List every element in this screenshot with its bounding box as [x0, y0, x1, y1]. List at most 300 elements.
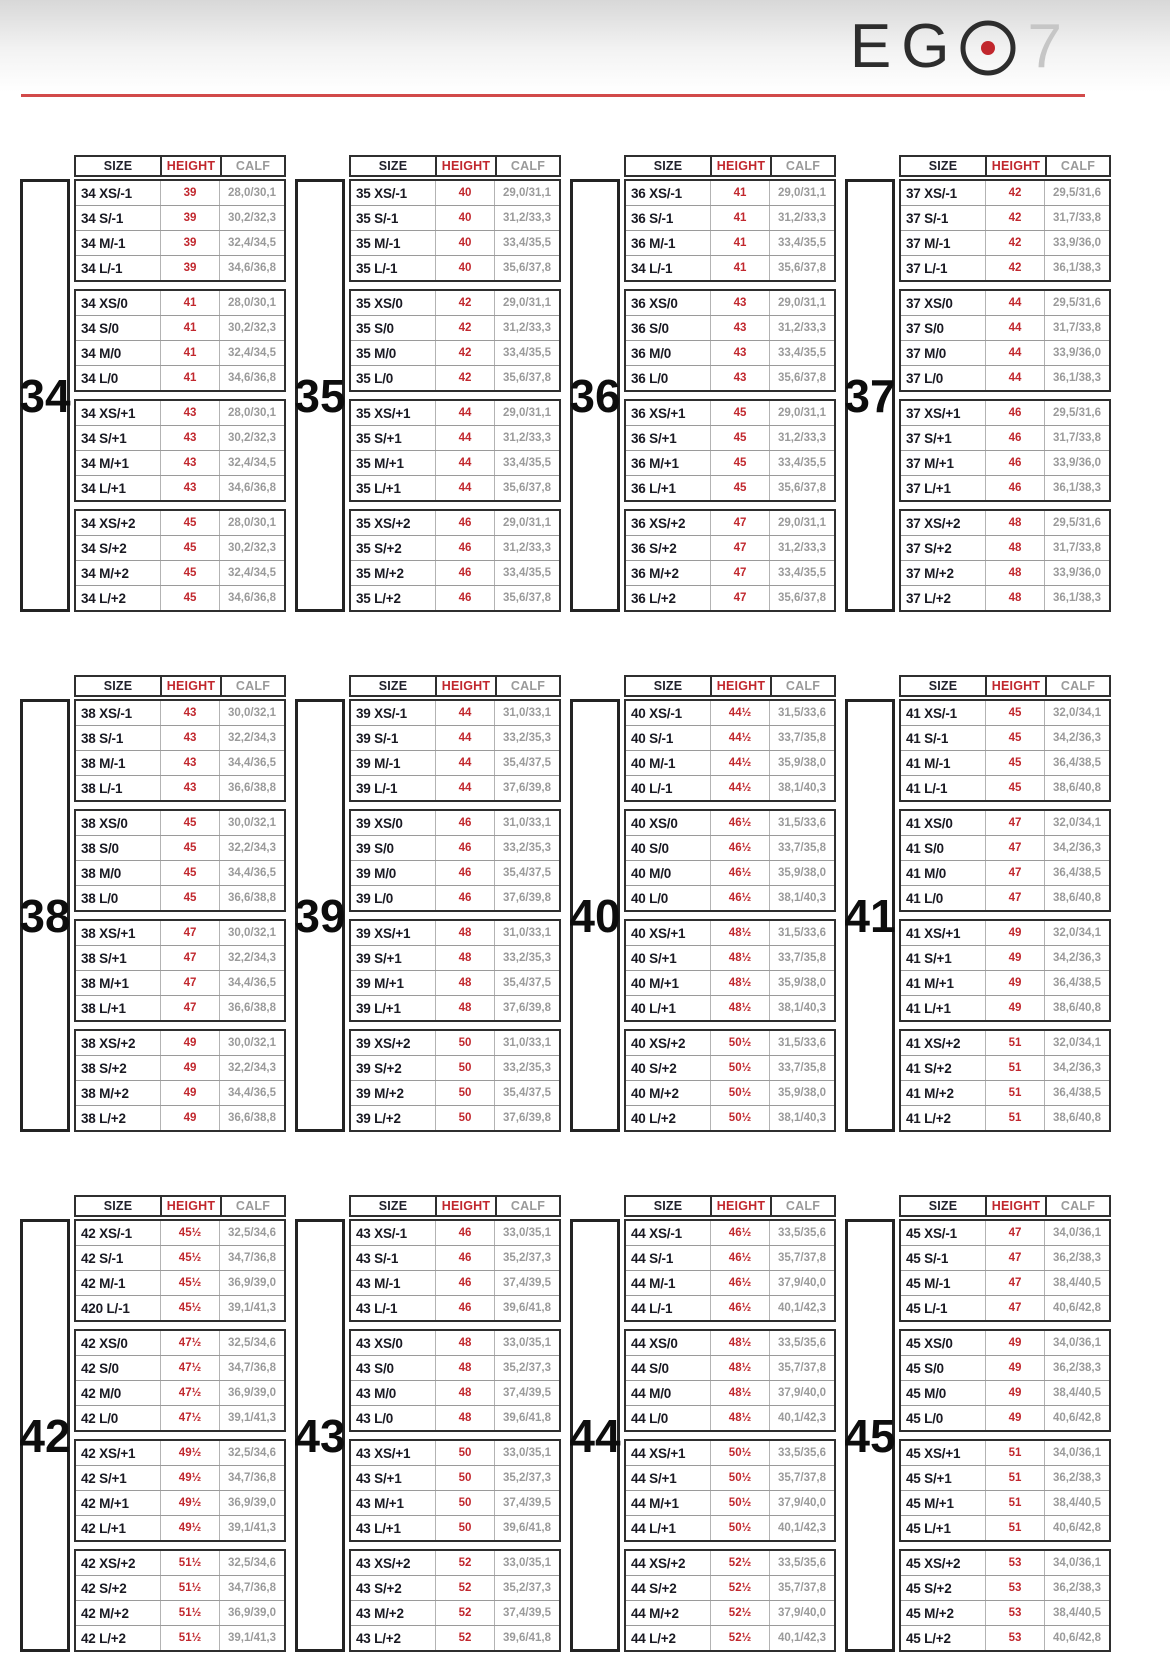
- cell-calf: 33,4/35,5: [494, 231, 559, 255]
- cell-size: 39 L/+1: [356, 1000, 401, 1016]
- cell-calf: 35,4/37,5: [494, 861, 559, 885]
- column-header-calf: CALF: [1045, 677, 1109, 695]
- table-row: [901, 205, 1109, 230]
- cell-size: 37 S/-1: [906, 210, 949, 226]
- table-row: [351, 1551, 559, 1575]
- cell-calf: 36,1/38,3: [1044, 256, 1109, 280]
- cell-height: 46: [435, 511, 494, 535]
- cell-size: 36 M/+1: [631, 455, 679, 471]
- cell-size: 44 L/0: [631, 1410, 669, 1426]
- cell-size: 35 XS/+1: [356, 405, 411, 421]
- size-group-label: 40: [570, 699, 620, 1132]
- size-group-label: 41: [845, 699, 895, 1132]
- cell-height: 49½: [160, 1491, 219, 1515]
- column-header-height: HEIGHT: [710, 677, 770, 695]
- table-row: [901, 811, 1109, 835]
- cell-size: 44 S/+1: [631, 1470, 677, 1486]
- cell-height: 46: [435, 1296, 494, 1320]
- table-row: [76, 425, 284, 450]
- cell-height: 41: [160, 341, 219, 365]
- cell-height: 48½: [710, 1356, 769, 1380]
- cell-calf: 33,2/35,3: [494, 836, 559, 860]
- cell-calf: 31,5/33,6: [769, 1031, 834, 1055]
- cell-height: 48: [985, 536, 1044, 560]
- cell-calf: 37,6/39,8: [494, 996, 559, 1020]
- cell-height: 45: [710, 476, 769, 500]
- cell-height: 49: [985, 921, 1044, 945]
- logo-text-seven: 7: [1027, 12, 1062, 81]
- table-row: [351, 1600, 559, 1625]
- table-header: [349, 675, 561, 697]
- table-row: [76, 511, 284, 535]
- cell-size: 43 L/+2: [356, 1630, 401, 1646]
- size-mod-group: [349, 1219, 561, 1322]
- cell-size: 37 S/+1: [906, 430, 952, 446]
- cell-height: 46: [435, 1221, 494, 1245]
- cell-calf: 36,1/38,3: [1044, 586, 1109, 610]
- table-row: [351, 725, 559, 750]
- cell-height: 46½: [710, 886, 769, 910]
- table-row: [901, 1625, 1109, 1650]
- cell-calf: 34,2/36,3: [1044, 946, 1109, 970]
- cell-calf: 29,0/31,1: [494, 401, 559, 425]
- cell-height: 44: [435, 476, 494, 500]
- column-header-calf: CALF: [220, 157, 284, 175]
- cell-height: 43: [160, 451, 219, 475]
- table-row: [351, 205, 559, 230]
- cell-height: 51½: [160, 1551, 219, 1575]
- table-row: [351, 1295, 559, 1320]
- cell-height: 50: [435, 1516, 494, 1540]
- cell-size: 44 M/0: [631, 1385, 672, 1401]
- cell-calf: 35,6/37,8: [494, 586, 559, 610]
- cell-height: 45: [160, 561, 219, 585]
- cell-calf: 28,0/30,1: [219, 181, 284, 205]
- size-mod-group: [899, 919, 1111, 1022]
- cell-calf: 36,1/38,3: [1044, 366, 1109, 390]
- cell-calf: 29,5/31,6: [1044, 291, 1109, 315]
- size-mod-group: [74, 509, 286, 612]
- cell-calf: 35,6/37,8: [494, 256, 559, 280]
- cell-calf: 34,0/36,1: [1044, 1221, 1109, 1245]
- cell-height: 41: [710, 181, 769, 205]
- table-row: [901, 1551, 1109, 1575]
- table-row: [76, 811, 284, 835]
- column-header-calf: CALF: [495, 677, 559, 695]
- table-groups: [74, 699, 286, 1132]
- size-table-block: [20, 1195, 286, 1652]
- cell-size: 41 XS/-1: [906, 705, 957, 721]
- table-row: [901, 475, 1109, 500]
- cell-height: 44: [985, 291, 1044, 315]
- cell-height: 51: [985, 1466, 1044, 1490]
- cell-size: 42 M/+2: [81, 1605, 129, 1621]
- table-row: [76, 750, 284, 775]
- size-table: [349, 155, 561, 612]
- size-mod-group: [74, 919, 286, 1022]
- cell-size: 38 S/-1: [81, 730, 124, 746]
- cell-calf: 35,2/37,3: [494, 1246, 559, 1270]
- cell-size: 36 XS/-1: [631, 185, 682, 201]
- table-row: [351, 701, 559, 725]
- cell-height: 49: [985, 1331, 1044, 1355]
- cell-size: 38 M/+2: [81, 1085, 129, 1101]
- cell-calf: 30,2/32,3: [219, 316, 284, 340]
- cell-height: 47: [985, 1246, 1044, 1270]
- column-header-calf: CALF: [1045, 1197, 1109, 1215]
- table-row: [351, 835, 559, 860]
- table-row: [626, 181, 834, 205]
- cell-height: 40: [435, 206, 494, 230]
- column-header-height: HEIGHT: [710, 1197, 770, 1215]
- cell-size: 37 XS/+2: [906, 515, 961, 531]
- cell-calf: 37,9/40,0: [769, 1271, 834, 1295]
- cell-calf: 33,2/35,3: [494, 1056, 559, 1080]
- cell-size: 38 L/+2: [81, 1110, 126, 1126]
- cell-calf: 35,6/37,8: [769, 366, 834, 390]
- cell-height: 49: [160, 1056, 219, 1080]
- cell-calf: 30,2/32,3: [219, 536, 284, 560]
- cell-size: 38 L/+1: [81, 1000, 126, 1016]
- size-table: [624, 155, 836, 612]
- cell-height: 49: [160, 1081, 219, 1105]
- cell-height: 48: [985, 586, 1044, 610]
- cell-height: 45: [160, 511, 219, 535]
- cell-height: 44: [435, 776, 494, 800]
- cell-height: 50: [435, 1441, 494, 1465]
- table-row: [626, 701, 834, 725]
- table-row: [626, 1600, 834, 1625]
- cell-size: 40 S/+1: [631, 950, 677, 966]
- cell-height: 41: [160, 366, 219, 390]
- cell-size: 35 S/+2: [356, 540, 402, 556]
- table-row: [76, 1295, 284, 1320]
- cell-calf: 32,2/34,3: [219, 1056, 284, 1080]
- cell-height: 43: [160, 701, 219, 725]
- table-row: [901, 701, 1109, 725]
- cell-size: 35 L/+2: [356, 590, 401, 606]
- table-row: [901, 1575, 1109, 1600]
- cell-size: 37 L/+1: [906, 480, 951, 496]
- cell-calf: 35,7/37,8: [769, 1356, 834, 1380]
- size-table: [624, 675, 836, 1132]
- cell-size: 43 XS/0: [356, 1335, 403, 1351]
- cell-calf: 34,2/36,3: [1044, 1056, 1109, 1080]
- cell-calf: 32,4/34,5: [219, 451, 284, 475]
- table-row: [901, 750, 1109, 775]
- cell-size: 42 L/+2: [81, 1630, 126, 1646]
- cell-size: 37 S/0: [906, 320, 944, 336]
- column-header-calf: CALF: [495, 157, 559, 175]
- cell-height: 45½: [160, 1271, 219, 1295]
- cell-height: 47: [985, 886, 1044, 910]
- table-row: [76, 1105, 284, 1130]
- cell-calf: 39,6/41,8: [494, 1406, 559, 1430]
- table-groups: [349, 1219, 561, 1652]
- cell-calf: 32,5/34,6: [219, 1331, 284, 1355]
- cell-size: 34 M/+1: [81, 455, 129, 471]
- cell-height: 40: [435, 181, 494, 205]
- table-row: [901, 860, 1109, 885]
- table-row: [626, 1465, 834, 1490]
- cell-height: 44: [985, 341, 1044, 365]
- table-row: [626, 1515, 834, 1540]
- size-mod-group: [624, 699, 836, 802]
- cell-calf: 36,2/38,3: [1044, 1576, 1109, 1600]
- cell-height: 41: [710, 206, 769, 230]
- table-row: [901, 560, 1109, 585]
- size-mod-group: [624, 1439, 836, 1542]
- cell-calf: 39,6/41,8: [494, 1516, 559, 1540]
- table-row: [901, 450, 1109, 475]
- cell-height: 51: [985, 1106, 1044, 1130]
- table-row: [626, 1575, 834, 1600]
- cell-size: 43 S/-1: [356, 1250, 399, 1266]
- cell-calf: 36,1/38,3: [1044, 476, 1109, 500]
- cell-size: 41 L/+2: [906, 1110, 951, 1126]
- cell-height: 46½: [710, 1271, 769, 1295]
- cell-height: 45: [160, 811, 219, 835]
- table-row: [351, 425, 559, 450]
- table-row: [626, 945, 834, 970]
- table-row: [901, 1245, 1109, 1270]
- cell-size: 34 XS/+1: [81, 405, 136, 421]
- cell-size: 43 S/+2: [356, 1580, 402, 1596]
- cell-size: 37 S/+2: [906, 540, 952, 556]
- cell-calf: 33,0/35,1: [494, 1331, 559, 1355]
- cell-calf: 31,0/33,1: [494, 1031, 559, 1055]
- table-row: [901, 1515, 1109, 1540]
- table-row: [76, 1575, 284, 1600]
- size-table-block: [295, 1195, 561, 1652]
- cell-size: 44 L/+2: [631, 1630, 676, 1646]
- table-row: [626, 921, 834, 945]
- table-row: [351, 535, 559, 560]
- cell-size: 37 L/-1: [906, 260, 948, 276]
- cell-size: 43 XS/+2: [356, 1555, 411, 1571]
- cell-size: 42 S/0: [81, 1360, 119, 1376]
- cell-size: 36 S/-1: [631, 210, 674, 226]
- table-row: [76, 230, 284, 255]
- cell-calf: 34,4/36,5: [219, 971, 284, 995]
- table-groups: [899, 179, 1111, 612]
- size-mod-group: [624, 919, 836, 1022]
- cell-calf: 33,4/35,5: [769, 561, 834, 585]
- table-row: [626, 750, 834, 775]
- cell-height: 52½: [710, 1551, 769, 1575]
- table-row: [76, 1380, 284, 1405]
- size-mod-group: [349, 699, 561, 802]
- cell-size: 420 L/-1: [81, 1300, 130, 1316]
- cell-size: 43 L/-1: [356, 1300, 398, 1316]
- size-group-label: 44: [570, 1219, 620, 1652]
- table-row: [901, 511, 1109, 535]
- size-mod-group: [349, 289, 561, 392]
- logo-o-circle-icon: [958, 16, 1018, 78]
- cell-height: 45: [160, 836, 219, 860]
- table-row: [626, 560, 834, 585]
- cell-calf: 31,2/33,3: [769, 536, 834, 560]
- cell-size: 34 M/-1: [81, 235, 126, 251]
- table-row: [626, 585, 834, 610]
- table-row: [351, 750, 559, 775]
- cell-size: 44 S/0: [631, 1360, 669, 1376]
- cell-size: 39 M/+2: [356, 1085, 404, 1101]
- size-mod-group: [899, 1549, 1111, 1652]
- cell-calf: 36,9/39,0: [219, 1271, 284, 1295]
- table-row: [626, 315, 834, 340]
- size-table-block: [20, 155, 286, 612]
- cell-size: 41 M/0: [906, 865, 947, 881]
- cell-size: 34 S/-1: [81, 210, 124, 226]
- table-row: [351, 291, 559, 315]
- size-table: [74, 675, 286, 1132]
- cell-calf: 35,9/38,0: [769, 1081, 834, 1105]
- size-mod-group: [899, 699, 1111, 802]
- cell-calf: 35,9/38,0: [769, 971, 834, 995]
- table-row: [626, 475, 834, 500]
- cell-calf: 33,7/35,8: [769, 726, 834, 750]
- cell-size: 36 XS/0: [631, 295, 678, 311]
- table-row: [76, 835, 284, 860]
- table-groups: [624, 1219, 836, 1652]
- table-row: [626, 1441, 834, 1465]
- cell-height: 50½: [710, 1516, 769, 1540]
- table-row: [76, 1625, 284, 1650]
- cell-size: 36 XS/+2: [631, 515, 686, 531]
- table-row: [351, 1441, 559, 1465]
- column-header-calf: CALF: [770, 1197, 834, 1215]
- table-row: [76, 921, 284, 945]
- cell-calf: 37,9/40,0: [769, 1491, 834, 1515]
- cell-height: 43: [160, 426, 219, 450]
- cell-calf: 34,7/36,8: [219, 1356, 284, 1380]
- cell-height: 45: [710, 451, 769, 475]
- size-mod-group: [349, 809, 561, 912]
- cell-calf: 40,6/42,8: [1044, 1296, 1109, 1320]
- cell-size: 39 L/0: [356, 890, 394, 906]
- column-header-calf: CALF: [770, 157, 834, 175]
- cell-calf: 30,2/32,3: [219, 206, 284, 230]
- cell-calf: 40,1/42,3: [769, 1516, 834, 1540]
- cell-calf: 32,0/34,1: [1044, 701, 1109, 725]
- cell-size: 40 L/-1: [631, 780, 673, 796]
- cell-height: 44½: [710, 776, 769, 800]
- cell-height: 48½: [710, 996, 769, 1020]
- size-group-label: 38: [20, 699, 70, 1132]
- table-row: [351, 885, 559, 910]
- cell-size: 36 M/0: [631, 345, 672, 361]
- cell-calf: 35,6/37,8: [769, 256, 834, 280]
- cell-calf: 33,5/35,6: [769, 1551, 834, 1575]
- cell-calf: 35,4/37,5: [494, 971, 559, 995]
- cell-size: 42 M/-1: [81, 1275, 126, 1291]
- table-row: [901, 1031, 1109, 1055]
- cell-height: 48: [435, 1381, 494, 1405]
- cell-height: 48: [435, 946, 494, 970]
- cell-calf: 38,6/40,8: [1044, 996, 1109, 1020]
- cell-height: 46½: [710, 1296, 769, 1320]
- table-row: [351, 1331, 559, 1355]
- table-row: [76, 970, 284, 995]
- cell-size: 36 S/+2: [631, 540, 677, 556]
- size-mod-group: [349, 1549, 561, 1652]
- cell-calf: 33,5/35,6: [769, 1441, 834, 1465]
- cell-height: 53: [985, 1551, 1044, 1575]
- cell-height: 47½: [160, 1381, 219, 1405]
- cell-calf: 30,0/32,1: [219, 1031, 284, 1055]
- table-row: [351, 1270, 559, 1295]
- table-row: [76, 1031, 284, 1055]
- size-mod-group: [349, 399, 561, 502]
- cell-size: 39 XS/0: [356, 815, 403, 831]
- size-mod-group: [624, 179, 836, 282]
- table-header: [624, 675, 836, 697]
- size-table: [899, 675, 1111, 1132]
- table-header: [624, 1195, 836, 1217]
- table-row: [351, 1405, 559, 1430]
- cell-height: 43: [160, 726, 219, 750]
- cell-calf: 36,4/38,5: [1044, 861, 1109, 885]
- cell-calf: 33,2/35,3: [494, 726, 559, 750]
- cell-height: 44½: [710, 751, 769, 775]
- cell-size: 35 M/+1: [356, 455, 404, 471]
- cell-calf: 39,6/41,8: [494, 1626, 559, 1650]
- table-row: [351, 365, 559, 390]
- column-header-height: HEIGHT: [710, 157, 770, 175]
- table-row: [351, 450, 559, 475]
- table-row: [901, 1221, 1109, 1245]
- size-mod-group: [349, 509, 561, 612]
- column-header-height: HEIGHT: [985, 1197, 1045, 1215]
- cell-calf: 31,0/33,1: [494, 921, 559, 945]
- cell-height: 45½: [160, 1221, 219, 1245]
- cell-size: 39 S/-1: [356, 730, 399, 746]
- cell-height: 51½: [160, 1576, 219, 1600]
- table-row: [351, 1575, 559, 1600]
- table-row: [76, 1551, 284, 1575]
- size-group-label: 37: [845, 179, 895, 612]
- cell-calf: 35,2/37,3: [494, 1576, 559, 1600]
- cell-calf: 38,4/40,5: [1044, 1601, 1109, 1625]
- table-row: [351, 340, 559, 365]
- cell-height: 44: [435, 451, 494, 475]
- cell-calf: 36,6/38,8: [219, 776, 284, 800]
- cell-height: 48: [435, 971, 494, 995]
- table-row: [76, 340, 284, 365]
- table-row: [76, 291, 284, 315]
- table-row: [76, 1441, 284, 1465]
- table-row: [901, 1270, 1109, 1295]
- table-row: [351, 970, 559, 995]
- cell-calf: 32,5/34,6: [219, 1221, 284, 1245]
- cell-calf: 37,4/39,5: [494, 1271, 559, 1295]
- cell-calf: 29,0/31,1: [769, 511, 834, 535]
- cell-size: 42 XS/-1: [81, 1225, 132, 1241]
- table-row: [626, 775, 834, 800]
- table-groups: [899, 1219, 1111, 1652]
- cell-size: 44 M/-1: [631, 1275, 676, 1291]
- cell-size: 35 M/+2: [356, 565, 404, 581]
- table-row: [901, 535, 1109, 560]
- cell-height: 45½: [160, 1246, 219, 1270]
- cell-height: 44: [435, 751, 494, 775]
- cell-calf: 39,6/41,8: [494, 1296, 559, 1320]
- cell-size: 34 S/0: [81, 320, 119, 336]
- table-row: [901, 255, 1109, 280]
- cell-height: 46: [435, 811, 494, 835]
- cell-calf: 38,4/40,5: [1044, 1381, 1109, 1405]
